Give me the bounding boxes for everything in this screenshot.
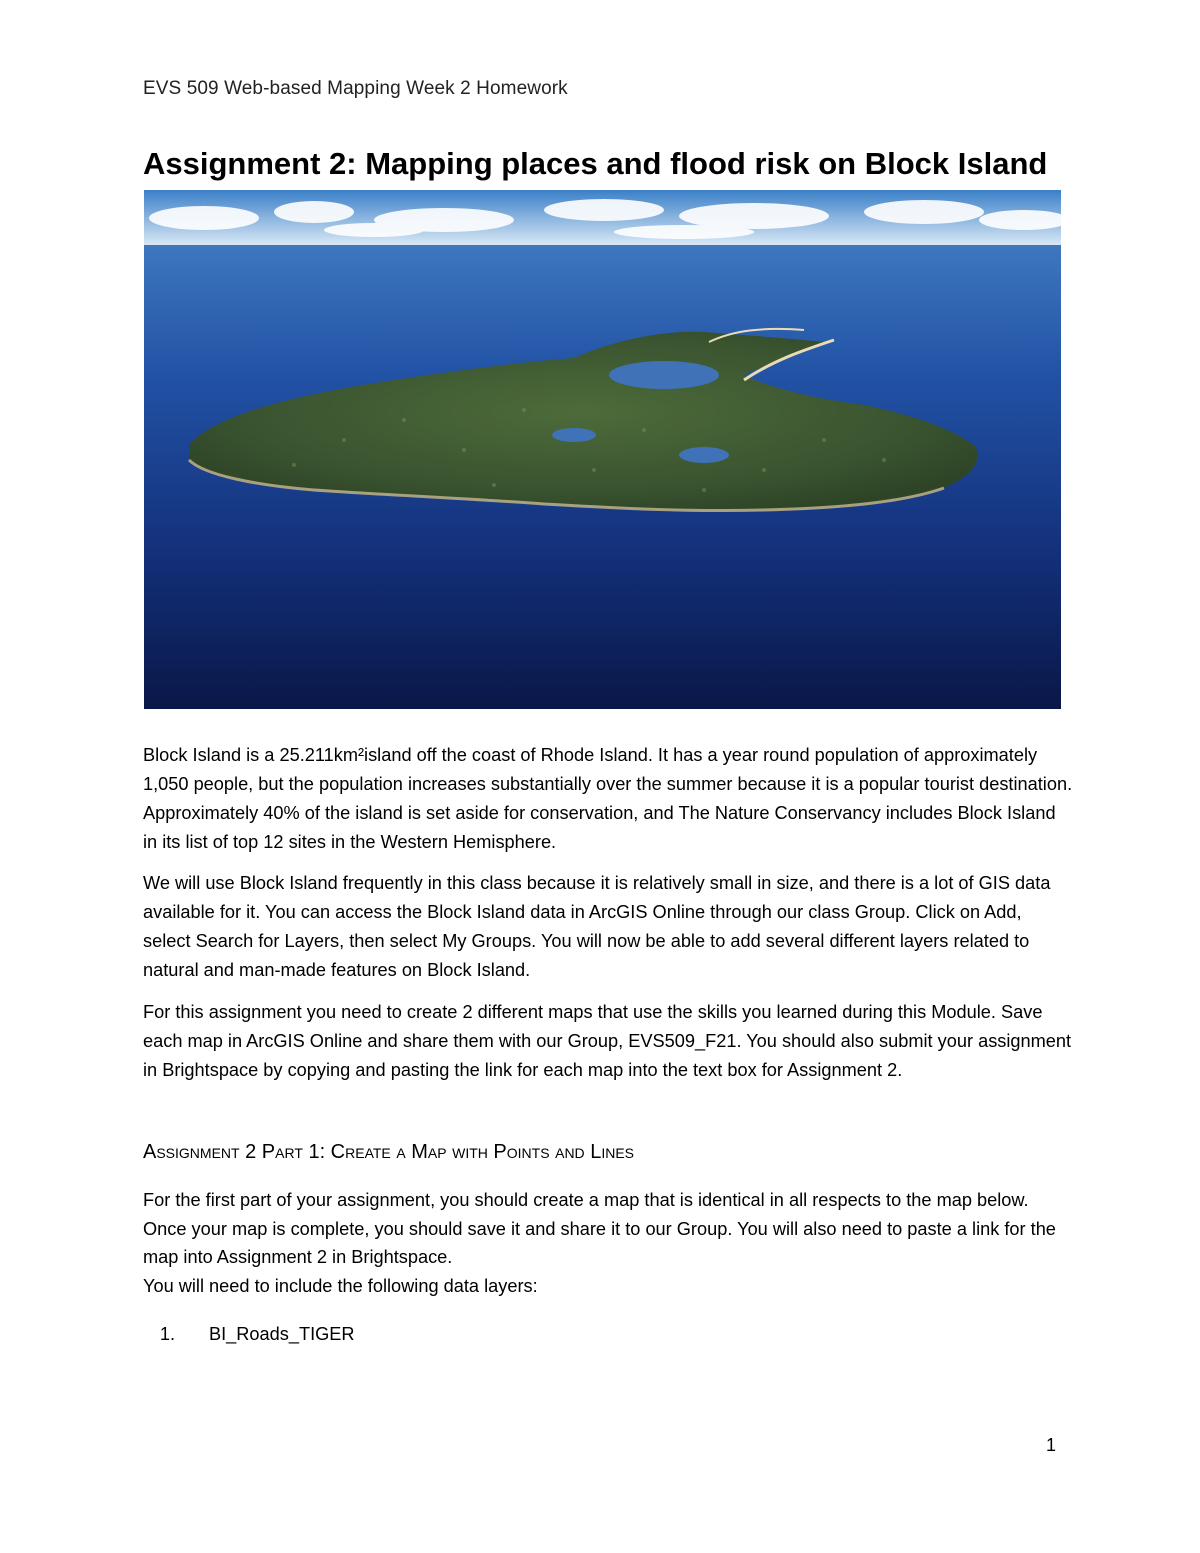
list-item-label: BI_Roads_TIGER bbox=[209, 1324, 355, 1344]
page-number: 1 bbox=[1046, 1435, 1057, 1455]
page-title: Assignment 2: Mapping places and flood risk on Block Island bbox=[143, 146, 1048, 181]
list-item bbox=[143, 1320, 355, 1349]
data-layers-list bbox=[143, 1320, 355, 1349]
data-access-paragraph: We will use Block Island frequently in this class because it is relatively small in size, and there is a lot of GIS data available for it. You can access the Block Island data in ArcGIS Online through our class Group. Click on Add, select Search for Layers, then select My Groups. You will now be able to add several different layers related to natural and man-made features on Block Island. bbox=[143, 873, 1051, 980]
intro-paragraph: Block Island is a 25.211km²island off the coast of Rhode Island. It has a year round population of approximately 1,050 people, but the population increases substantially over the summer because it is a popular tourist destination. Approximately 40% of the island is set aside for conservation, and The Nature Conservancy includes Block Island in its list of top 12 sites in the Western Hemisphere. bbox=[143, 745, 1073, 852]
instructions-paragraph: For this assignment you need to create 2 different maps that use the skills you learned during this Module. Save each map in ArcGIS Online and share them with our Group, EVS509_F21. You should also submit your assignment in Brightspace by copying and pasting the link for each map into the text box for Assignment 2. bbox=[143, 1002, 1072, 1080]
part1-intro-paragraph: For the first part of your assignment, you should create a map that is identical in all respects to the map below. Once your map is complete, you should save it and share it to our Group. You will also need to paste a link for the map into Assignment 2 in Brightspace. bbox=[143, 1190, 1056, 1267]
section-heading-part1: Assignment 2 Part 1: Create a Map with Points and Lines bbox=[143, 1141, 635, 1163]
part1-layers-intro: You will need to include the following data layers: bbox=[143, 1276, 538, 1296]
list-item-number: 1. bbox=[159, 1324, 175, 1344]
block-island-aerial-photo bbox=[144, 190, 1061, 709]
page-header: EVS 509 Web-based Mapping Week 2 Homework bbox=[143, 78, 568, 99]
